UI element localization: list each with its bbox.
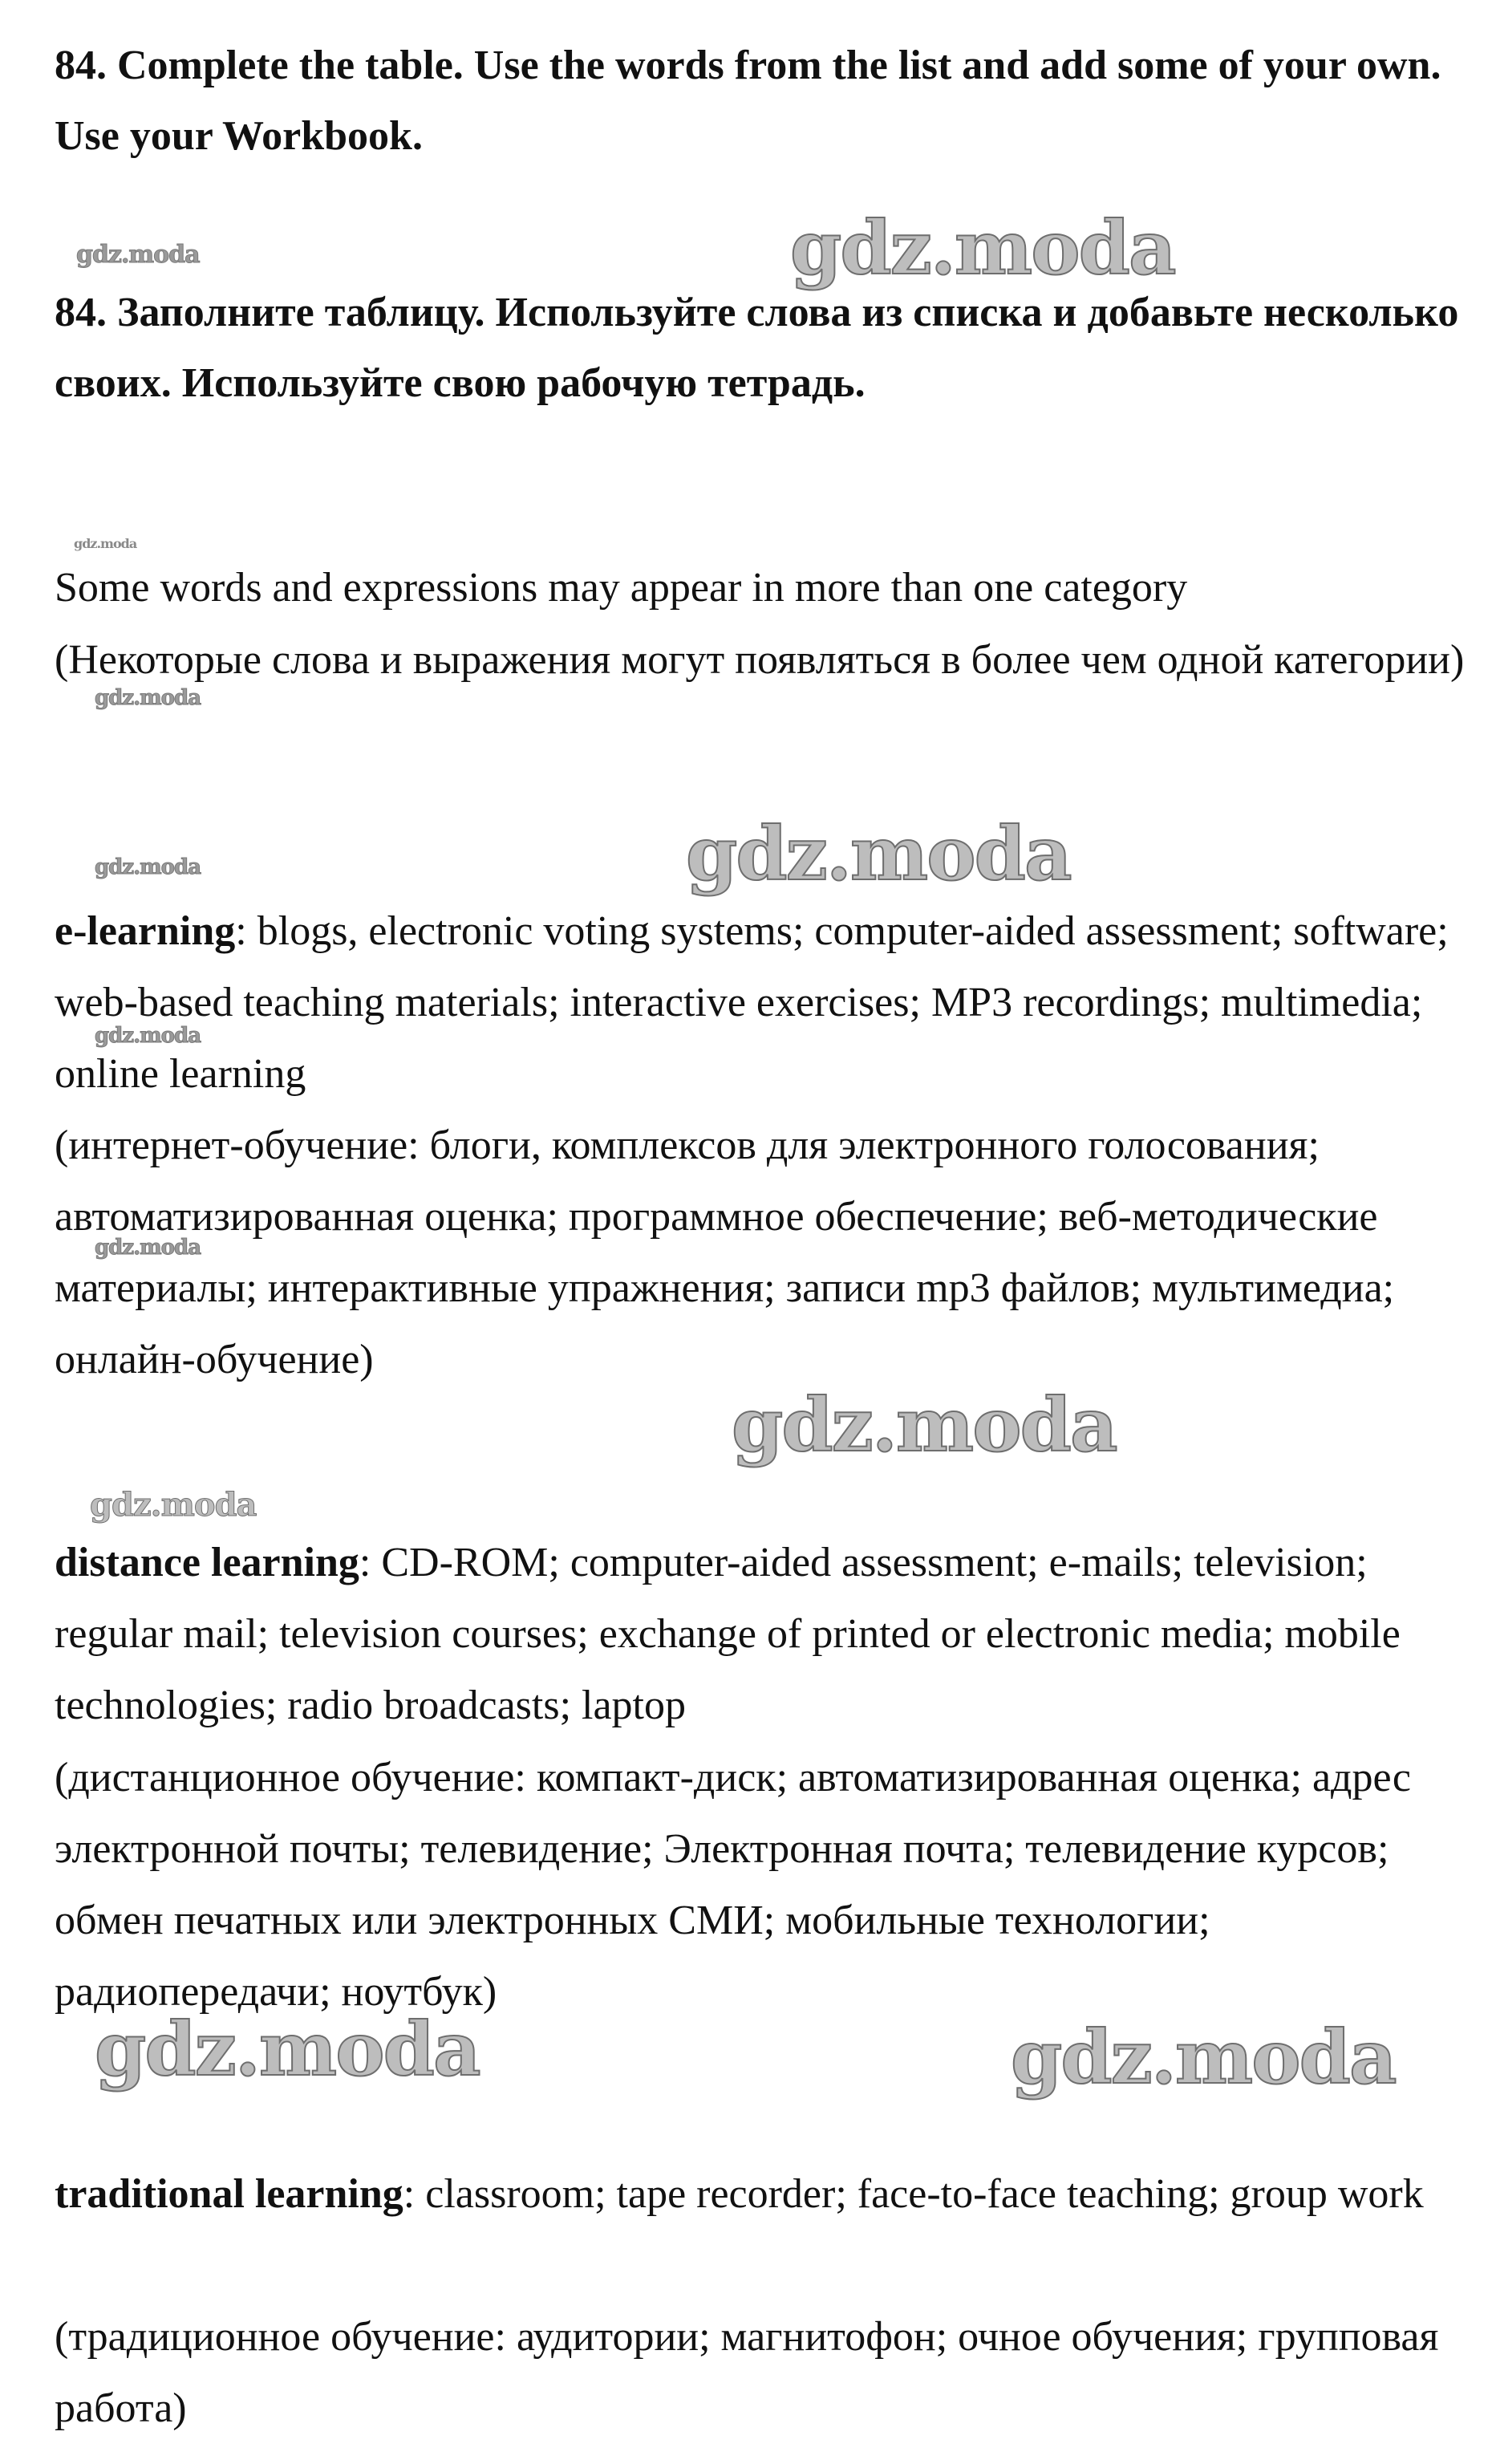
section-term: traditional learning	[55, 2171, 403, 2217]
task-heading-english: 84. Complete the table. Use the words from the list and add some of your own. Use your Workbook.	[55, 43, 1441, 159]
note-english: Some words and expressions may appear in more than one category	[55, 565, 1188, 611]
section-term: e-learning	[55, 908, 236, 954]
watermark: gdz.moda	[790, 205, 1175, 291]
section-traditional-learning	[55, 2158, 1466, 2230]
section-items: : blogs, electronic voting systems; computer-aided assessment; software; web-based teaching materials; interactive exercises; MP3 recordings; multimedia; online learning	[55, 908, 1449, 1097]
section-translation: (дистанционное обучение: компакт-диск; автоматизированная оценка; адрес электронной почты; телевидение; Электронная почта; телевидение курсов; обмен печатных или электронных СМИ; мобильные технологии; радиопередачи; ноутбук)	[55, 1755, 1411, 2015]
watermark: gdz.moda	[95, 855, 201, 879]
section-translation: (интернет-обучение: блоги, комплексов для электронного голосования; автоматизированная оценка; программное обеспечение; веб-методические материалы; интерактивные упражнения; записи mp3 файлов; мультимедиа; онлайн-обучение)	[55, 1122, 1395, 1382]
watermark: gdz.moda	[90, 1486, 257, 1524]
section-e-learning	[55, 895, 1466, 1110]
watermark: gdz.moda	[74, 536, 137, 551]
section-items: : CD-ROM; computer-aided assessment; e-mails; television; regular mail; television courses; exchange of printed or electronic media; mobile technologies; radio broadcasts; laptop	[55, 1540, 1401, 1728]
watermark: gdz.moda	[686, 810, 1071, 897]
task-heading-russian: 84. Заполните таблицу. Используйте слова из списка и добавьте несколько своих. Используйте свою рабочую тетрадь.	[55, 290, 1459, 406]
note-russian: (Некоторые слова и выражения могут появляться в более чем одной категории)	[55, 637, 1465, 683]
watermark: gdz.moda	[1011, 2014, 1396, 2101]
watermark: gdz.moda	[95, 1024, 201, 1048]
section-term: distance learning	[55, 1540, 359, 1585]
watermark: gdz.moda	[95, 686, 201, 710]
section-distance-learning	[55, 1527, 1466, 1741]
watermark: gdz.moda	[732, 1382, 1117, 1468]
watermark: gdz.moda	[95, 2006, 480, 2093]
section-items: : classroom; tape recorder; face-to-face teaching; group work	[403, 2171, 1424, 2217]
watermark: gdz.moda	[95, 1236, 201, 1260]
section-translation: (традиционное обучение: аудитории; магнитофон; очное обучения; групповая работа)	[55, 2314, 1439, 2431]
watermark: gdz.moda	[76, 241, 200, 269]
